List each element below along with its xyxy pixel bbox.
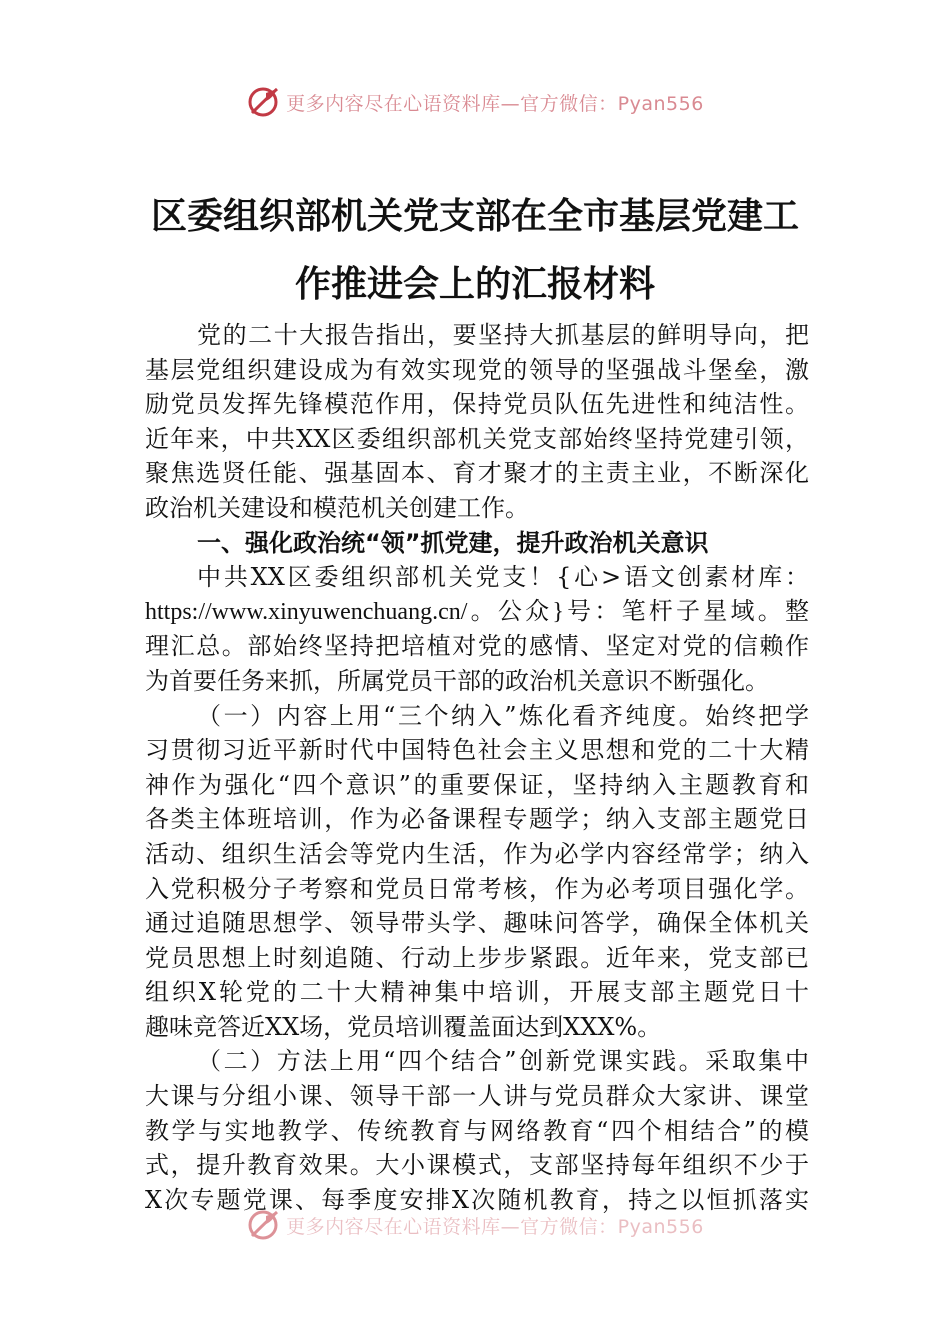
body-line: 党的二十大报告指出，要坚持大抓基层的鲜明导向，把	[197, 321, 809, 349]
body-line: 基层党组织建设成为有效实现党的领导的坚强战斗堡垒，激	[145, 355, 809, 384]
header-watermark	[0, 82, 950, 122]
document-body	[145, 318, 809, 1217]
subsection-heading-2: （二）方法上用“四个结合”创新党课实践。采取集中	[197, 1047, 809, 1076]
body-line: 理汇总。部始终坚持把培植对党的感情、坚定对党的信赖作	[145, 632, 809, 661]
body-line: 教学与实地教学、传统教育与网络教育“四个相结合”的模	[145, 1116, 809, 1145]
body-line: 为首要任务来抓，所属党员干部的政治机关意识不断强化。	[145, 666, 769, 695]
body-line: 大课与分组小课、领导干部一人讲与党员群众大家讲、课堂	[145, 1082, 809, 1111]
section-heading-1: 一、强化政治统“领”抓党建，提升政治机关意识	[197, 528, 709, 557]
body-line: 党员思想上时刻追随、行动上步步紧跟。近年来，党支部已	[145, 943, 809, 972]
body-line-url: https://www.xinyuwenchuang.cn/。公众}号：笔杆子星域。整	[145, 598, 809, 625]
body-line: 政治机关建设和模范机关创建工作。	[145, 493, 529, 522]
body-line: 趣味竞答近XX场，党员培训覆盖面达到XXX%。	[145, 1012, 662, 1041]
body-line: 聚焦选贤任能、强基固本、育才聚才的主责主业，不断深化	[145, 459, 809, 488]
quill-logo-icon	[246, 1208, 280, 1242]
body-line: 神作为强化“四个意识”的重要保证，坚持纳入主题教育和	[145, 770, 809, 799]
body-line: 励党员发挥先锋模范作用，保持党员队伍先进性和纯洁性。	[145, 390, 809, 419]
subsection-heading-1: （一）内容上用“三个纳入”炼化看齐纯度。始终把学	[197, 701, 809, 730]
body-line: 入党积极分子考察和党员日常考核，作为必考项目强化学。	[145, 874, 809, 903]
document-title-line-2: 作推进会上的汇报材料	[294, 264, 655, 305]
body-line: X次专题党课、每季度安排X次随机教育，持之以恒抓落实	[145, 1185, 809, 1214]
document-title-line-1: 区委组织部机关党支部在全市基层党建工	[150, 196, 799, 237]
body-line: 近年来，中共XX区委组织部机关党支部始终坚持党建引领，	[145, 424, 809, 453]
body-line: 中共XX区委组织部机关党支！{心>语文创素材库：	[197, 563, 809, 592]
footer-watermark	[0, 1205, 950, 1245]
body-line: 通过追随思想学、领导带头学、趣味问答学，确保全体机关	[145, 909, 809, 938]
body-line: 各类主体班培训，作为必备课程专题学；纳入支部主题党日	[145, 805, 809, 834]
quill-logo-icon	[246, 85, 280, 119]
body-line: 式，提升教育效果。大小课模式，支部坚持每年组织不少于	[145, 1151, 809, 1180]
body-line: 习贯彻习近平新时代中国特色社会主义思想和党的二十大精	[145, 736, 809, 765]
body-line: 活动、组织生活会等党内生活，作为必学内容经常学；纳入	[145, 839, 809, 868]
watermark-text: 更多内容尽在心语资料库—官方微信：Pyan556	[286, 1215, 704, 1238]
body-line: 组织X轮党的二十大精神集中培训，开展支部主题党日十	[145, 978, 809, 1007]
watermark-text: 更多内容尽在心语资料库—官方微信：Pyan556	[286, 92, 704, 115]
